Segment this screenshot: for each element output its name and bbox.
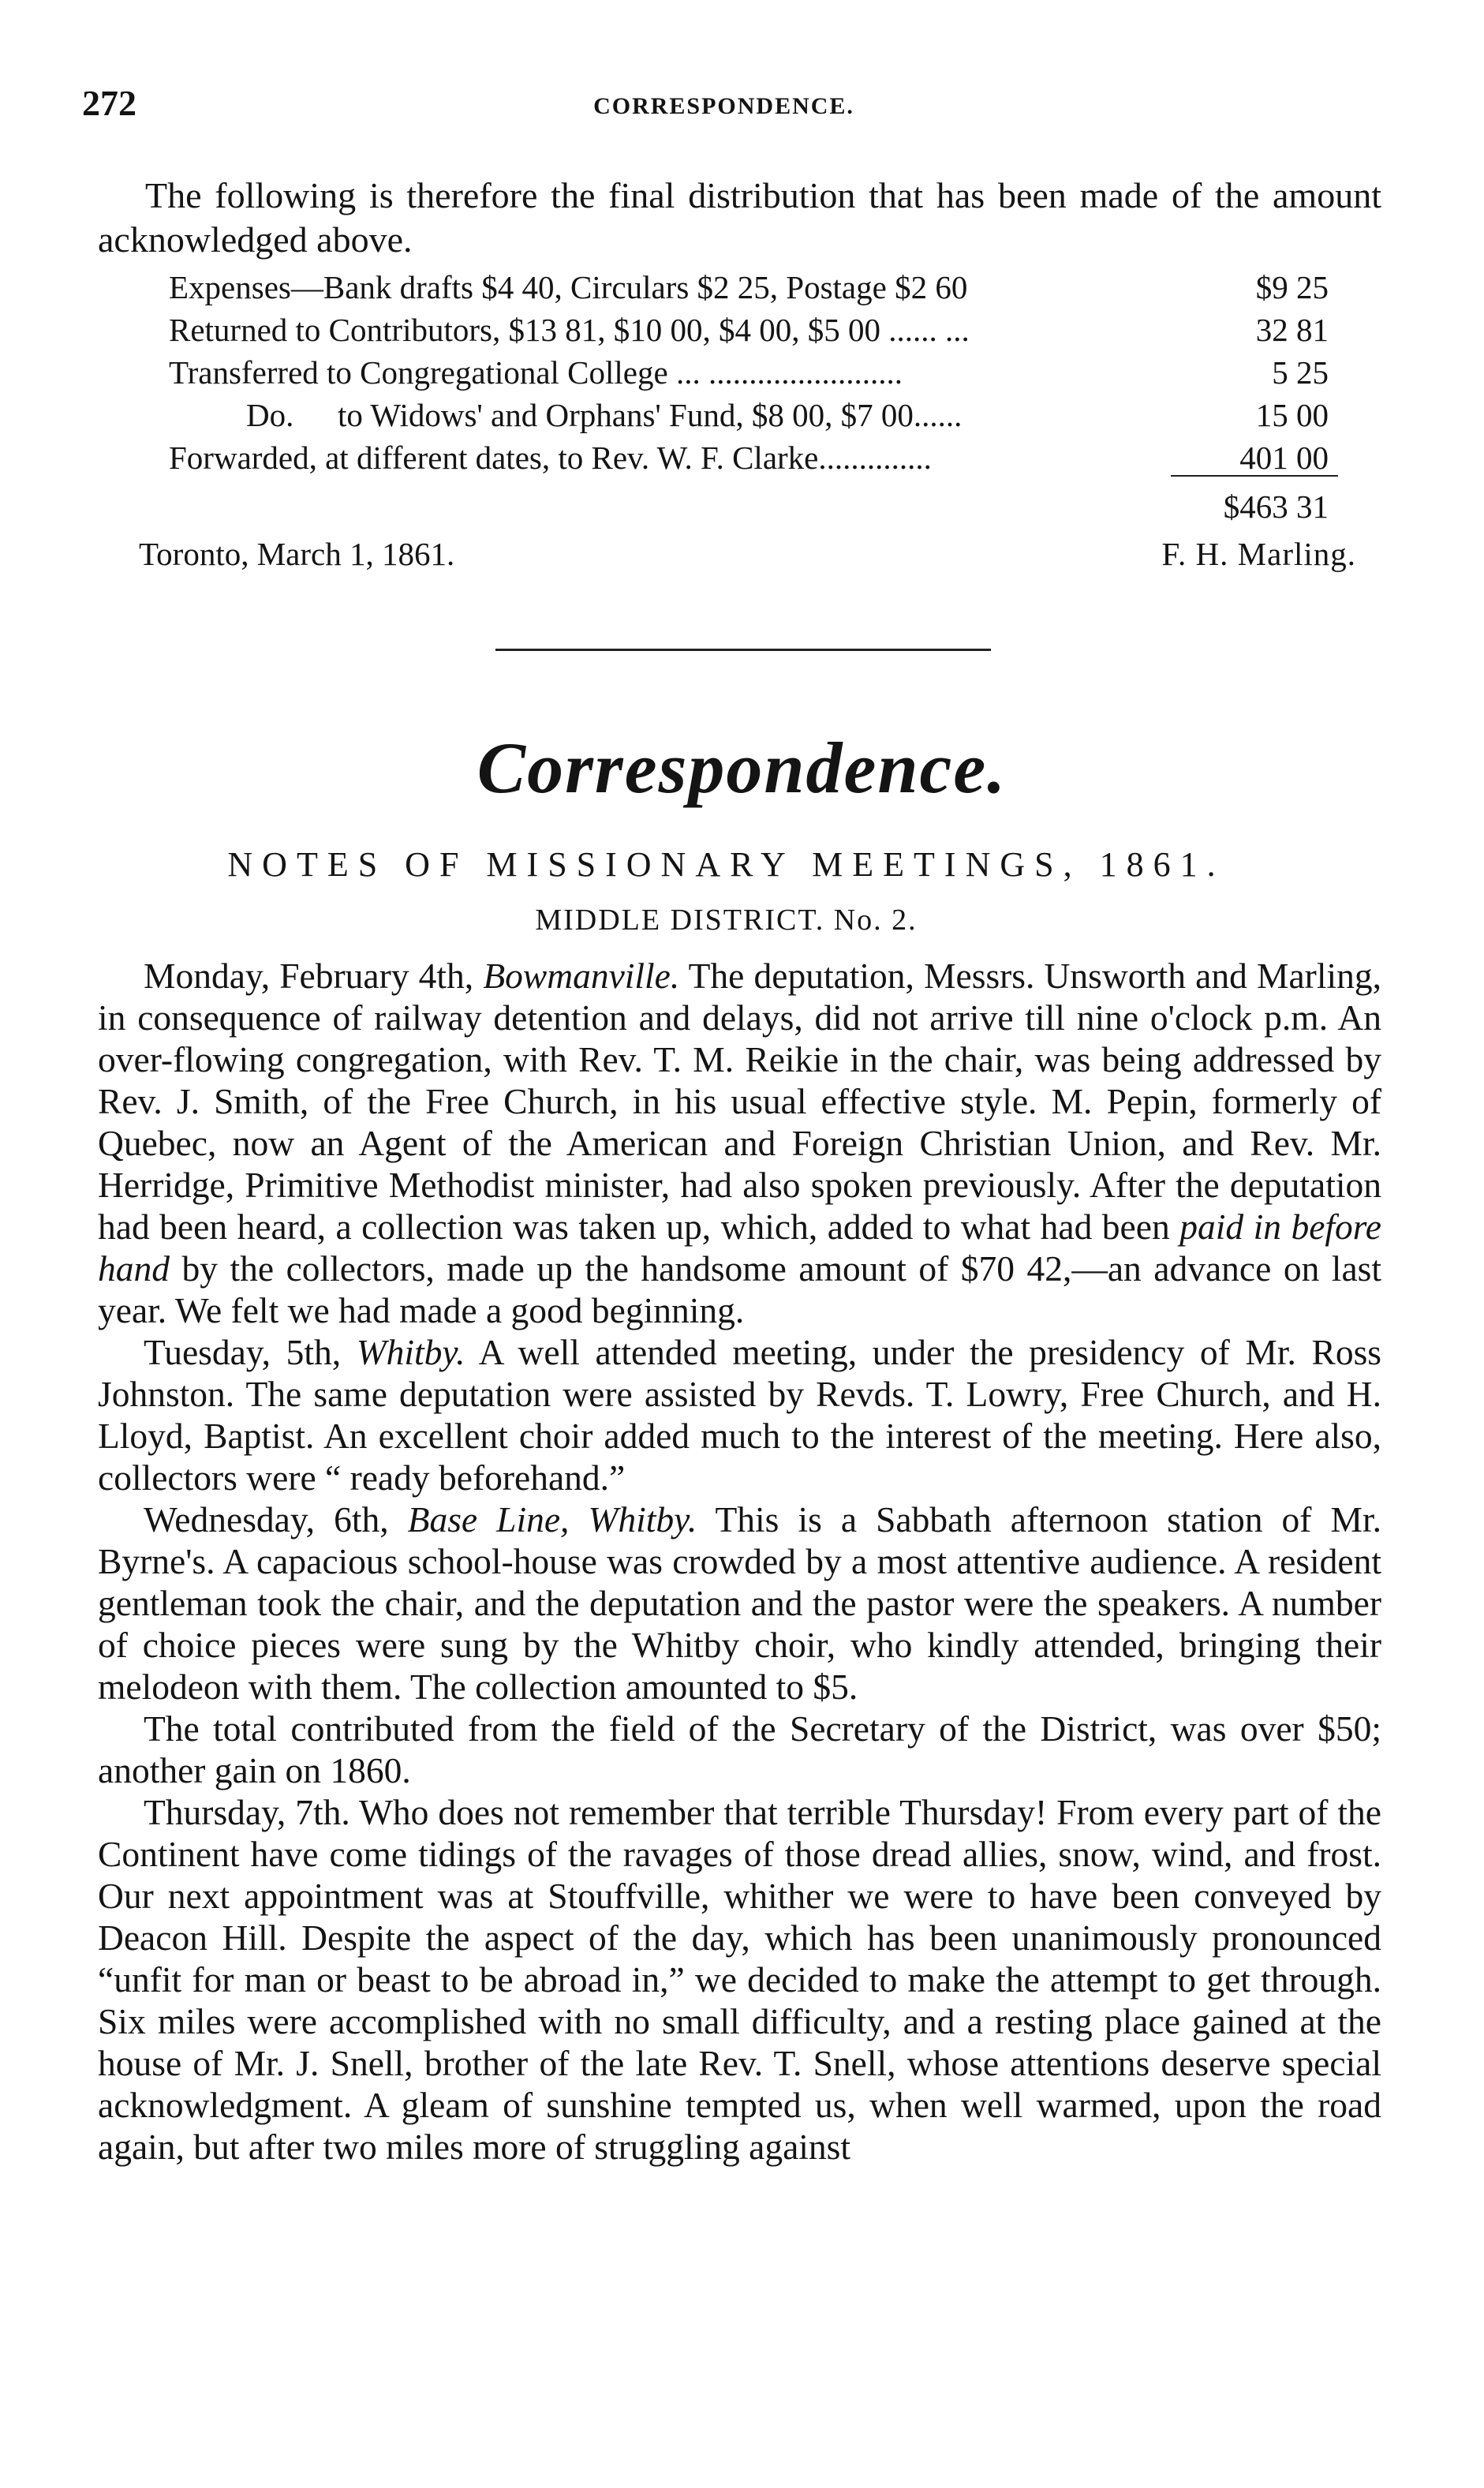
account-label: Transferred to Congregational College ... ........................ xyxy=(169,354,903,391)
text-run: The deputation, Messrs. Unsworth and Marling, in consequence of railway detention and delays, did not arrive till nine o'clock p.m. An over-flowing congregation, with Rev. T. M. Reikie in the chair, was being addressed by Rev. J. Smith, of the Free Church, in his usual effective style. M. Pepin, formerly of Quebec, now an Agent of the American and Foreign Christian Union, and Rev. Mr. Herridge, Primitive Methodist minister, had also spoken previously. After the deputation had been heard, a collection was taken up, which, added to what had been xyxy=(98,956,1381,1247)
account-amount: 32 81 xyxy=(1255,312,1329,348)
account-row xyxy=(169,268,1329,311)
account-amount: 15 00 xyxy=(1255,397,1329,433)
place-date: Toronto, March 1, 1861. xyxy=(139,536,455,572)
account-label-text: to Widows' and Orphans' Fund, $8 00, $7 00...... xyxy=(338,397,963,433)
text-run: Monday, February 4th, xyxy=(144,956,484,996)
paragraph xyxy=(98,1498,1381,1708)
text-run: Tuesday, 5th, xyxy=(144,1332,357,1372)
account-label xyxy=(169,396,1218,434)
paragraph xyxy=(98,955,1381,1331)
account-amount: 5 25 xyxy=(1272,354,1329,391)
signature-line xyxy=(139,535,1356,573)
section-subtitle: NOTES OF MISSIONARY MEETINGS, 1861. xyxy=(227,845,1225,884)
account-amount: 401 00 xyxy=(1239,440,1329,476)
paragraph xyxy=(98,1331,1381,1498)
place-name: Whitby. xyxy=(356,1332,465,1372)
article-body xyxy=(98,955,1381,2168)
account-label: Returned to Contributors, $13 81, $10 00, $4 00, $5 00 ...... ... xyxy=(169,312,970,348)
section-divider xyxy=(495,649,991,651)
account-row xyxy=(169,439,1329,481)
ditto-mark: Do. xyxy=(246,397,294,433)
section-title: Correspondence. xyxy=(477,728,1007,808)
page-number: 272 xyxy=(82,83,136,123)
running-head: CORRESPONDENCE. xyxy=(593,93,854,119)
text-run: by the collectors, made up the handsome amount of $70 42,—an advance on last year. We felt we had made a good beginning. xyxy=(98,1248,1381,1330)
signature: F. H. Marling. xyxy=(1161,536,1356,572)
emphasis: paid in before hand xyxy=(98,1207,1381,1289)
account-label: Forwarded, at different dates, to Rev. W. F. Clarke.............. xyxy=(169,440,932,476)
paragraph: The total contributed from the field of the Secretary of the District, was over $50; another gain on 1860. xyxy=(98,1708,1381,1790)
account-row xyxy=(169,354,1329,396)
account-table xyxy=(169,268,1329,481)
account-row xyxy=(169,396,1329,439)
text-run: A well attended meeting, under the presidency of Mr. Ross Johnston. The same deputation were assisted by Revds. T. Lowry, Free Church, and H. Lloyd, Baptist. An excellent choir added much to the interest of the meeting. Here also, collectors were “ ready beforehand.” xyxy=(98,1332,1382,1498)
account-amount: $9 25 xyxy=(1255,269,1329,305)
place-name: Base Line, Whitby. xyxy=(407,1499,697,1540)
district-heading: MIDDLE DISTRICT. No. 2. xyxy=(535,904,918,937)
place-name: Bowmanville. xyxy=(483,956,680,996)
total-rule xyxy=(1171,475,1338,477)
intro-paragraph: The following is therefore the final distribution that has been made of the amount acknowledged above. xyxy=(98,175,1381,260)
text-run: Wednesday, 6th, xyxy=(144,1499,408,1540)
account-total: $463 31 xyxy=(1223,488,1329,525)
account-row xyxy=(169,311,1329,354)
paragraph: Thursday, 7th. Who does not remember that terrible Thursday! From every part of the Continent have come tidings of the ravages of those dread allies, snow, wind, and frost. Our next appointment was at Stouffville, whither we were to have been conveyed by Deacon Hill. Despite the aspect of the day, which has been unanimously pronounced “unfit for man or beast to be abroad in,” we decided to make the attempt to get through. Six miles were accomplished with no small difficulty, and a resting place gained at the house of Mr. J. Snell, brother of the late Rev. T. Snell, whose attentions deserve special acknowledgment. A gleam of sunshine tempted us, when well warmed, upon the road again, but after two miles more of struggling against xyxy=(98,1792,1381,2167)
account-label: Expenses—Bank drafts $4 40, Circulars $2 25, Postage $2 60 xyxy=(169,269,968,305)
text-run: This is a Sabbath afternoon station of Mr. Byrne's. A capacious school-house was crowded by a most attentive audience. A resident gentleman took the chair, and the deputation and the pastor were the speakers. A number of choice pieces were sung by the Whitby choir, who kindly attended, bringing their melodeon with them. The collection amounted to $5. xyxy=(98,1499,1381,1707)
page-header xyxy=(82,82,1366,129)
